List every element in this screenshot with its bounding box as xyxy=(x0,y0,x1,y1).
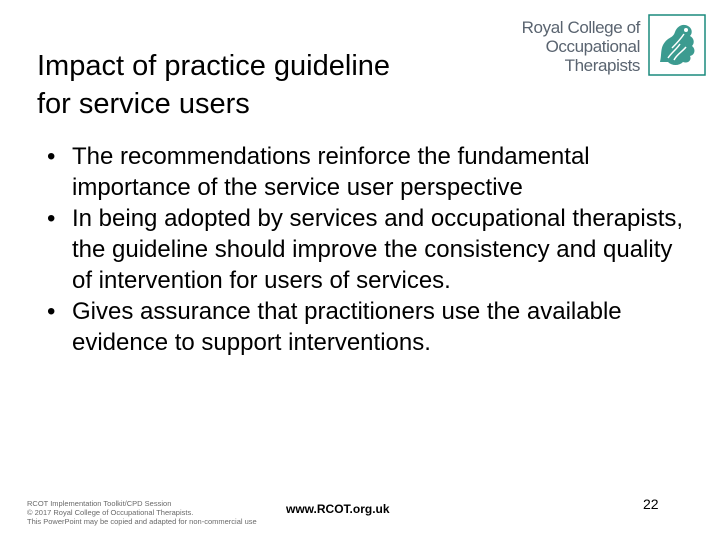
rcot-crest-icon xyxy=(648,14,706,76)
logo-line-2: Occupational xyxy=(545,37,640,56)
bullet-item xyxy=(47,296,687,358)
bullet-marker: • xyxy=(47,143,56,170)
bullet-list xyxy=(47,141,687,358)
slide-title-line-2: for service users xyxy=(37,88,250,120)
bullet-item xyxy=(47,141,687,203)
bullet-item xyxy=(47,203,687,296)
footer-copyright-note xyxy=(27,499,257,526)
bullet-marker: • xyxy=(47,298,56,325)
logo-wordmark xyxy=(522,18,640,75)
bullet-text: In being adopted by services and occupational therapists, the guideline should improve the consistency and quality of intervention for users of services. xyxy=(72,205,684,294)
footer-note-line-1: RCOT Implementation Toolkit/CPD Session xyxy=(27,499,172,508)
footer-note-line-3: This PowerPoint may be copied and adapted for non-commercial use xyxy=(27,517,257,526)
footer-website-link[interactable]: www.RCOT.org.uk xyxy=(286,502,390,516)
slide-title-line-1: Impact of practice guideline xyxy=(37,50,391,82)
slide-title xyxy=(37,47,537,123)
logo-line-1: Royal College of xyxy=(521,18,640,37)
bullet-text: The recommendations reinforce the fundamental importance of the service user perspective xyxy=(72,143,590,201)
bullet-text: Gives assurance that practitioners use the available evidence to support interventions. xyxy=(72,298,622,356)
footer-note-line-2: © 2017 Royal College of Occupational Therapists. xyxy=(27,508,194,517)
logo-line-3: Therapists xyxy=(564,56,640,75)
bullet-marker: • xyxy=(47,205,56,232)
page-number: 22 xyxy=(643,496,659,512)
rcot-logo xyxy=(521,14,714,84)
